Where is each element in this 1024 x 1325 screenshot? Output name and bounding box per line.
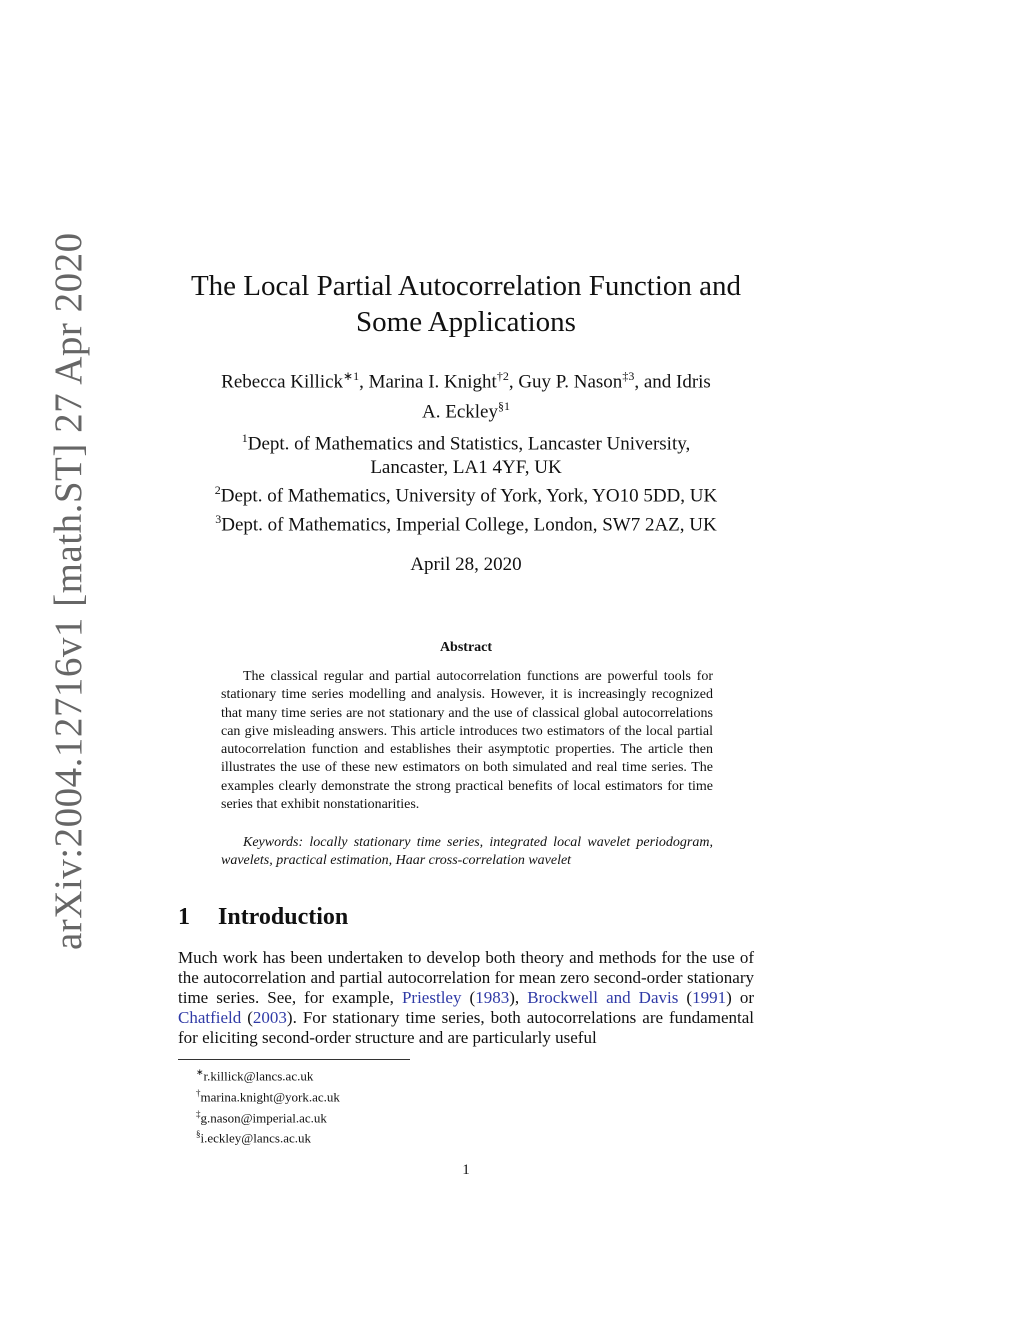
footnote-mark: §: [196, 1129, 201, 1140]
intro-text: ) or: [726, 988, 754, 1008]
affiliation-mark: 1: [241, 431, 248, 445]
author-name: A. Eckley: [422, 401, 498, 423]
intro-text: ),: [509, 988, 528, 1008]
abstract-body: The classical regular and partial autocorrelation functions are powerful tools for stationary time series modelling and analysis. However, it is increasingly recognized that many time series are not stationary and the use of classical global autocorrelations can give misleading answers. This article introduces two estimators of the local partial autocorrelation function and establishes their asymptotic properties. The article then illustrates the use of these new estimators on both simulated and real time series. The examples clearly demonstrate the strong practical benefits of local estimators for time series that exhibit nonstationarities.: [221, 669, 713, 813]
footnote-email[interactable]: g.nason@imperial.ac.uk: [200, 1109, 327, 1125]
footnotes: [196, 1064, 340, 1147]
title-line-1: The Local Partial Autocorrelation Function and: [190, 270, 742, 302]
affiliation-mark: 2: [214, 483, 221, 498]
affiliation-text: Dept. of Mathematics and Statistics, Lancaster University,: [247, 433, 691, 455]
footnote-email[interactable]: r.killick@lancs.ac.uk: [203, 1068, 314, 1084]
section-heading: [178, 904, 348, 931]
intro-text: (: [678, 988, 693, 1008]
intro-text: ). For stationary time series, both autocorrelations are fundamental for eliciting second-order structure and are particularly useful: [178, 1008, 754, 1048]
footnote-rule: [178, 1059, 410, 1060]
author-name: Rebecca Killick: [221, 371, 344, 393]
citation-link-brockwell-davis[interactable]: Brockwell and Davis: [527, 988, 679, 1008]
affiliation-2: [150, 479, 782, 508]
author-mark: §1: [497, 399, 510, 414]
footnote-item: [196, 1106, 340, 1127]
citation-year-chatfield[interactable]: 2003: [252, 1008, 287, 1028]
arxiv-side-stamp: arXiv:2004.12716v1 [math.ST] 27 Apr 2020: [47, 232, 90, 950]
intro-text: (: [241, 1008, 253, 1028]
author-name: Marina I. Knight: [368, 371, 497, 393]
footnote-mark: ∗: [196, 1067, 204, 1077]
author-list: Rebecca Killick$^{∗1}$, Marina I. Knight$^{\dagger 2}$, Guy P. Nason$^{\ddagger 3}$, and Idris A. Eckley$^{\S 1}$: [221, 369, 711, 423]
citation-year-priestley[interactable]: 1983: [475, 988, 510, 1008]
author-conjunction: , and Idris: [634, 371, 711, 393]
footnote-email[interactable]: marina.knight@york.ac.uk: [200, 1089, 340, 1105]
author-mark: ‡3: [622, 369, 635, 383]
title-line-2: Some Applications: [356, 306, 576, 338]
author-mark: ∗1: [343, 369, 360, 383]
affiliation-mark: 3: [215, 512, 222, 527]
affiliation-1: [150, 427, 782, 456]
affiliations: [150, 427, 782, 537]
section-title: Introduction: [218, 904, 349, 930]
footnote-item: [196, 1085, 340, 1106]
author-mark: †2: [496, 369, 509, 383]
affiliation-text: Dept. of Mathematics, University of York, York, YO10 5DD, UK: [220, 485, 718, 507]
affiliation-3: [150, 508, 782, 537]
keywords: Keywords: locally stationary time series, integrated local wavelet periodogram, wavelets, practical estimation, Haar cross-correlation wavelet: [221, 835, 713, 869]
footnote-item: [196, 1064, 340, 1085]
intro-text: Much work has been undertaken to develop both theory and methods for the use of the autocorrelation and partial autocorrelation for mean zero second-order stationary time series. See, for example,: [178, 948, 754, 1008]
footnote-mark: ‡: [196, 1108, 201, 1119]
footnote-email[interactable]: i.eckley@lancs.ac.uk: [200, 1130, 312, 1146]
footnote-mark: †: [196, 1087, 201, 1098]
section-number: 1: [178, 904, 190, 930]
publication-date: April 28, 2020: [410, 554, 522, 575]
paper-title: [150, 268, 782, 340]
author-name: Guy P. Nason: [518, 371, 623, 393]
affiliation-1-cont: Lancaster, LA1 4YF, UK: [370, 456, 562, 478]
intro-text: (: [461, 988, 476, 1008]
footnote-item: [196, 1126, 340, 1147]
affiliation-text: Dept. of Mathematics, Imperial College, London, SW7 2AZ, UK: [221, 514, 717, 536]
page-number: 1: [462, 1162, 470, 1178]
citation-year-brockwell-davis[interactable]: 1991: [692, 988, 727, 1008]
introduction-paragraph: [178, 948, 754, 1048]
citation-link-priestley[interactable]: Priestley: [401, 988, 462, 1008]
abstract-heading: Abstract: [439, 640, 493, 655]
citation-link-chatfield[interactable]: Chatfield: [178, 1008, 242, 1028]
